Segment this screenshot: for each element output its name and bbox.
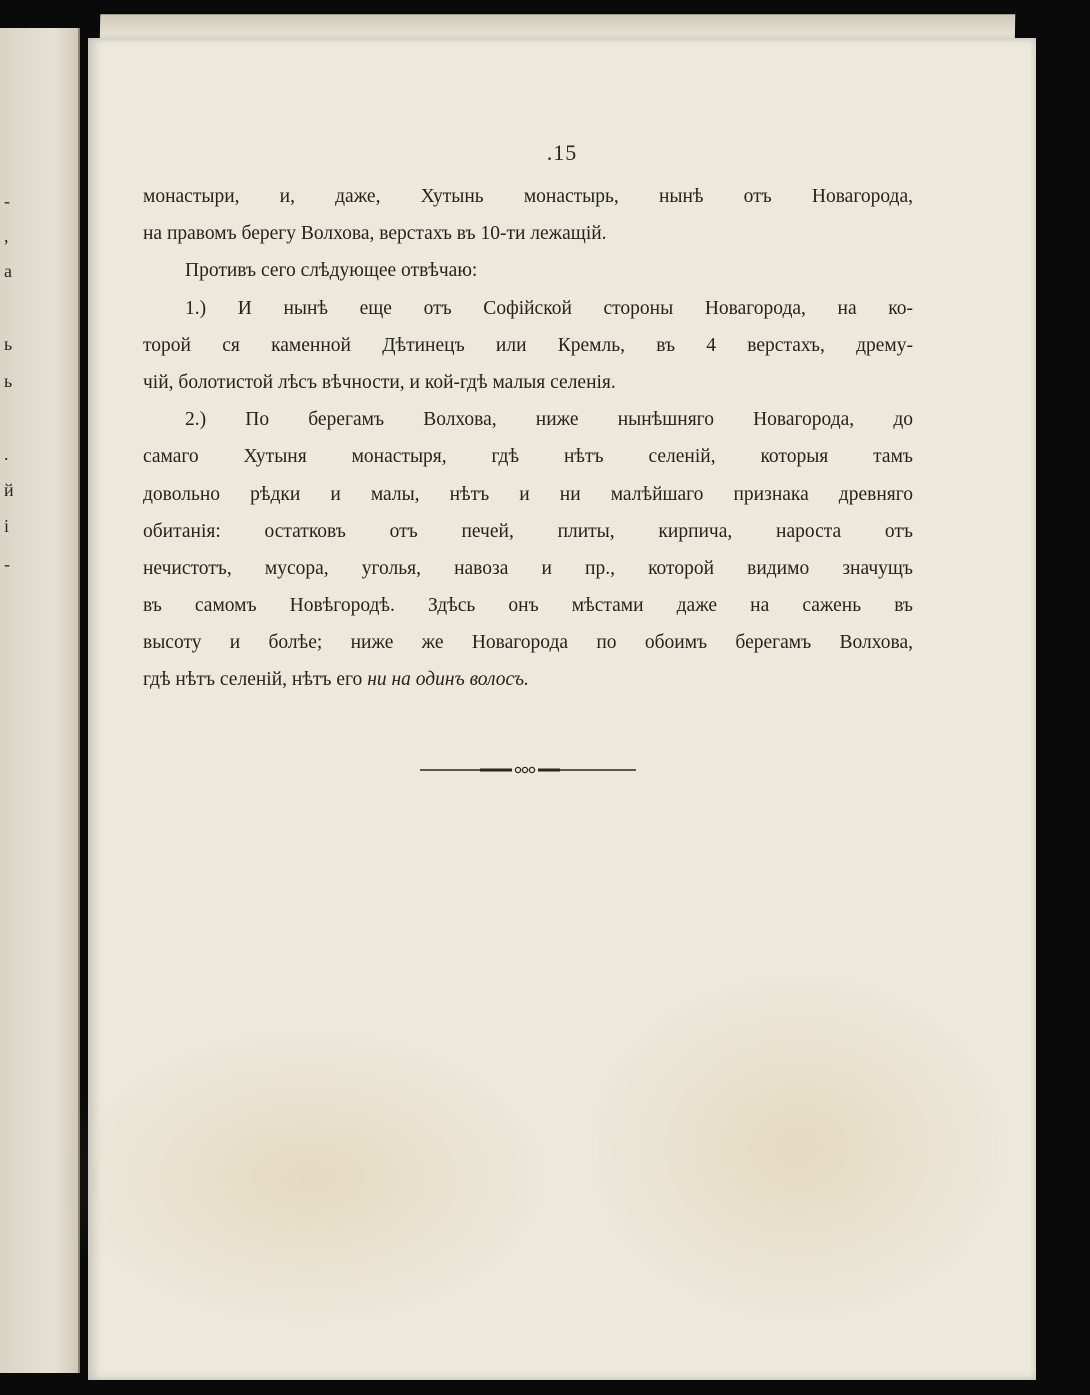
text-line: 1.) И нынѣ еще отъ Софійской стороны Новагорода, на ко- [185, 297, 913, 319]
margin-fragment: . [4, 444, 9, 464]
margin-fragment: й [4, 480, 14, 500]
water-stain [48, 1018, 568, 1338]
text-line: довольно рѣдки и малы, нѣтъ и ни малѣйшаго признака древняго [143, 483, 913, 505]
page-number: .15 [546, 140, 578, 165]
text-line: Противъ сего слѣдующее отвѣчаю: [185, 260, 478, 282]
margin-fragment: а [4, 261, 12, 281]
margin-fragment: ь [4, 371, 13, 391]
margin-fragment: і [4, 516, 10, 536]
book-page [88, 38, 1036, 1380]
margin-fragment: ь [4, 334, 13, 354]
margin-fragment: , [4, 226, 9, 246]
body-text [143, 178, 913, 699]
final-line-italic: ни на одинъ волосъ. [367, 669, 529, 691]
water-stain [568, 958, 1028, 1338]
text-line: на правомъ берегу Волхова, верстахъ въ 10-ти лежащій. [143, 223, 607, 245]
text-line: монастыри, и, даже, Хутынь монастырь, нынѣ отъ Новагорода, [143, 186, 913, 207]
text-line: самаго Хутыня монастыря, гдѣ нѣтъ селеній, которыя тамъ [143, 446, 913, 468]
text-line: въ самомъ Новѣгородѣ. Здѣсь онъ мѣстами даже на сажень въ [143, 595, 913, 617]
margin-fragment: - [4, 191, 10, 211]
final-line-prefix: гдѣ нѣтъ селеній, нѣтъ его [143, 669, 363, 691]
text-line: 2.) По берегамъ Волхова, ниже нынѣшняго Новагорода, до [185, 409, 913, 431]
margin-fragment: - [4, 554, 10, 574]
text-line: высоту и болѣе; ниже же Новагорода по обоимъ берегамъ Волхова, [143, 632, 913, 654]
section-divider-ornament [420, 764, 636, 776]
text-line: обитанія: остатковъ отъ печей, плиты, кирпича, нароста отъ [143, 520, 913, 542]
text-line: чій, болотистой лѣсъ вѣчности, и кой-гдѣ малыя селенія. [143, 371, 616, 393]
text-line: нечистотъ, мусора, уголья, навоза и пр., которой видимо значущъ [143, 557, 913, 579]
text-line-final [143, 661, 913, 698]
text-line: торой ся каменной Дѣтинецъ или Кремль, въ 4 верстахъ, дрему- [143, 334, 913, 356]
